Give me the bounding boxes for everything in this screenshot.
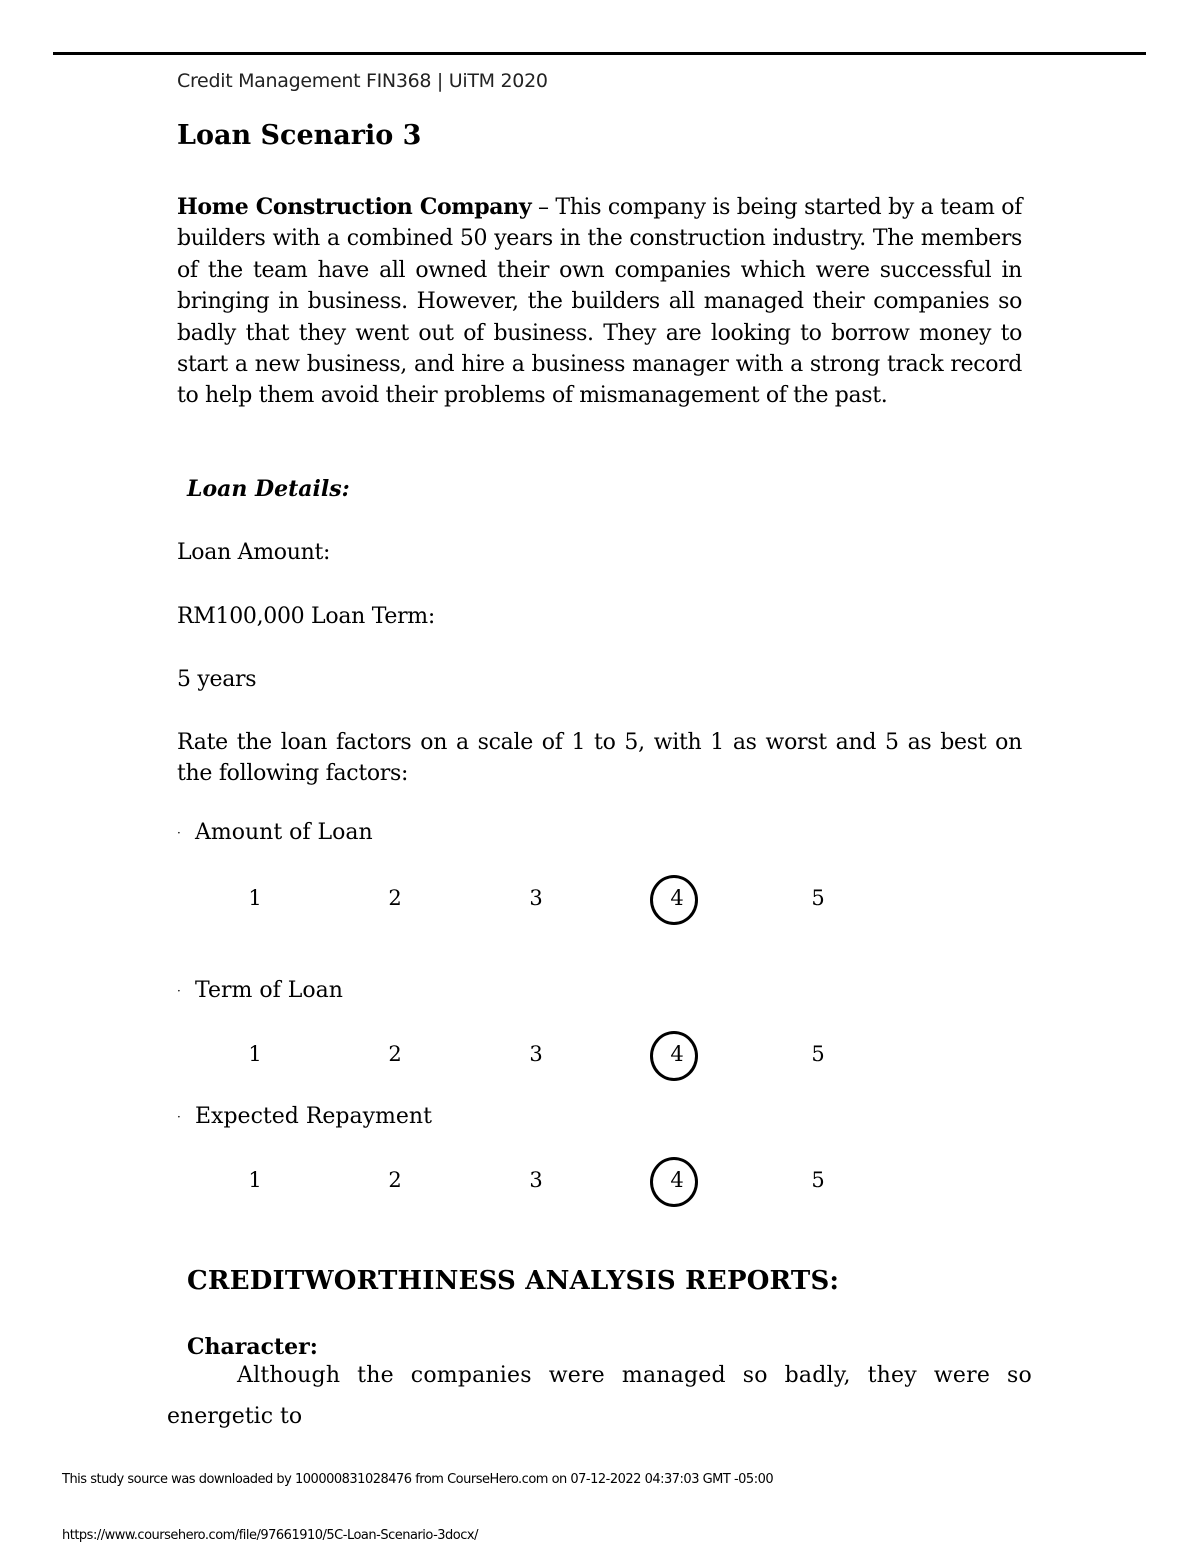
factor-label <box>177 820 373 845</box>
factor-label-text: Amount of Loan <box>195 820 373 845</box>
source-url[interactable]: https://www.coursehero.com/file/97661910/5C-Loan-Scenario-3docx/ <box>62 1528 478 1543</box>
loan-amount-term-line: RM100,000 Loan Term: <box>177 604 435 629</box>
bullet-icon: · <box>177 826 181 840</box>
bullet-icon: · <box>177 1110 181 1124</box>
scale-option: 5 <box>811 1042 825 1066</box>
intro-text: – This company is being started by a team of builders with a combined 50 years in the construction industry. The members of the team have all owned their own companies which were successful in bringing in business. However, the builders all managed their companies so badly that they went out of business. They are looking to borrow money to start a new business, and hire a business manager with a strong track record to help them avoid their problems of mismanagement of the past. <box>177 195 1022 409</box>
source-note: This study source was downloaded by 100000831028476 from CourseHero.com on 07-12-2022 04:37:03 GMT -05:00 <box>62 1472 774 1487</box>
top-rule <box>53 52 1146 55</box>
scale-option: 1 <box>248 886 262 910</box>
scale-option: 4 <box>670 886 684 910</box>
company-name: Home Construction Company <box>177 194 532 220</box>
rating-instruction: Rate the loan factors on a scale of 1 to 5, with 1 as worst and 5 as best on the following factors: <box>177 730 1022 787</box>
selected-rating-circle <box>650 1031 698 1081</box>
loan-term-value: 5 years <box>177 667 257 692</box>
factor-label <box>177 1104 432 1129</box>
scale-option: 4 <box>670 1042 684 1066</box>
selected-rating-circle <box>650 1157 698 1207</box>
scale-option: 3 <box>529 1168 543 1192</box>
scale-option: 5 <box>811 1168 825 1192</box>
bullet-icon: · <box>177 984 181 998</box>
scale-option: 5 <box>811 886 825 910</box>
scale-option: 4 <box>670 1168 684 1192</box>
loan-details-heading: Loan Details: <box>187 476 350 502</box>
page-title: Loan Scenario 3 <box>177 120 422 151</box>
scale-option: 2 <box>388 1168 402 1192</box>
document-header: Credit Management FIN368 | UiTM 2020 <box>177 70 548 92</box>
analysis-heading: CREDITWORTHINESS ANALYSIS REPORTS: <box>187 1266 840 1296</box>
scale-option: 2 <box>388 886 402 910</box>
factor-label <box>177 978 343 1003</box>
character-label: Character: <box>187 1334 318 1360</box>
intro-paragraph <box>177 192 1022 412</box>
scale-option: 3 <box>529 886 543 910</box>
factor-label-text: Term of Loan <box>195 978 343 1003</box>
selected-rating-circle <box>650 875 698 925</box>
character-text-line-1: Although the companies were managed so badly, they were so <box>237 1363 1032 1388</box>
factor-label-text: Expected Repayment <box>195 1104 432 1129</box>
loan-amount-label: Loan Amount: <box>177 540 331 565</box>
scale-option: 1 <box>248 1168 262 1192</box>
scale-option: 1 <box>248 1042 262 1066</box>
character-text-line-2: energetic to <box>167 1404 303 1429</box>
scale-option: 3 <box>529 1042 543 1066</box>
scale-option: 2 <box>388 1042 402 1066</box>
